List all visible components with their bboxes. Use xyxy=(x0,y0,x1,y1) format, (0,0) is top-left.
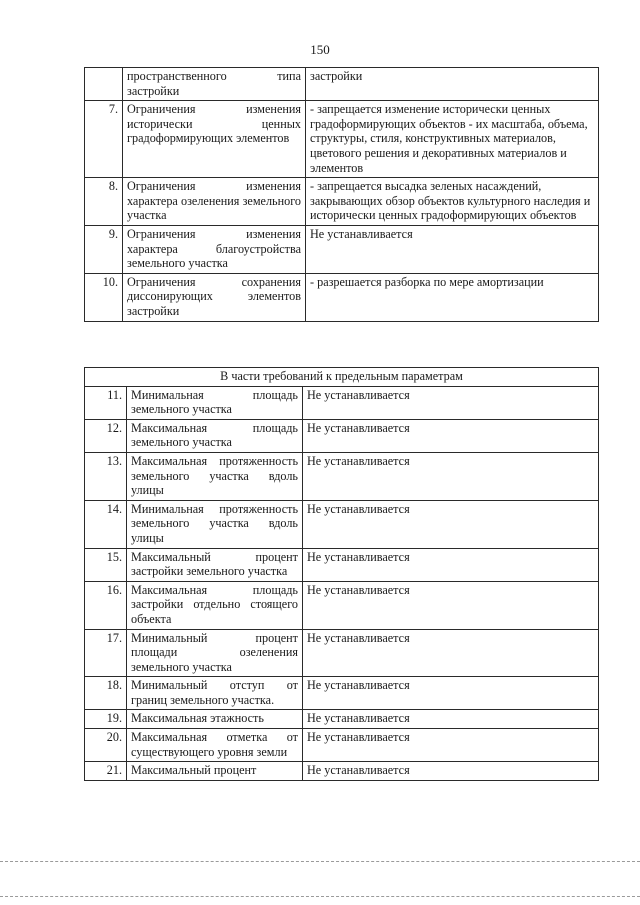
row-number: 19. xyxy=(85,710,127,729)
parameter-value: застройки xyxy=(306,68,599,101)
parameter-name: Максимальная отметка от существующего уровня земли xyxy=(127,729,303,762)
parameter-name: Максимальная протяженность земельного участка вдоль улицы xyxy=(127,452,303,500)
row-number: 12. xyxy=(85,419,127,452)
parameter-name: Максимальный процент застройки земельного участка xyxy=(127,548,303,581)
row-number: 13. xyxy=(85,452,127,500)
row-number: 21. xyxy=(85,762,127,781)
parameter-value: Не устанавливается xyxy=(303,386,599,419)
table-row xyxy=(85,386,599,419)
table-header-row xyxy=(85,368,599,387)
parameter-name: Ограничения сохранения диссонирующих элементов застройки xyxy=(123,273,306,321)
section-header: В части требований к предельным параметрам xyxy=(85,368,599,387)
table-row xyxy=(85,762,599,781)
parameter-value: Не устанавливается xyxy=(303,500,599,548)
row-number: 8. xyxy=(85,178,123,226)
table-row xyxy=(85,677,599,710)
row-number: 17. xyxy=(85,629,127,677)
row-number: 11. xyxy=(85,386,127,419)
parameter-value: - запрещается высадка зеленых насаждений, закрывающих обзор объектов культурного наследия и исторически ценных градоформирующих объектов xyxy=(306,178,599,226)
row-number: 18. xyxy=(85,677,127,710)
parameter-name: Минимальный отступ от границ земельного участка. xyxy=(127,677,303,710)
parameter-value: Не устанавливается xyxy=(303,729,599,762)
table-row xyxy=(85,581,599,629)
parameter-name: Ограничения изменения характера благоустройства земельного участка xyxy=(123,225,306,273)
limit-parameters-table xyxy=(84,367,599,781)
table-row xyxy=(85,419,599,452)
table-row xyxy=(85,710,599,729)
table-row xyxy=(85,548,599,581)
row-number: 20. xyxy=(85,729,127,762)
parameter-name: Максимальная этажность xyxy=(127,710,303,729)
parameter-name: Минимальная площадь земельного участка xyxy=(127,386,303,419)
row-number: 14. xyxy=(85,500,127,548)
parameter-value: - запрещается изменение исторически ценных градоформирующих объектов - их масштаба, объема, структуры, стиля, конструктивных материалов, цветового решения и декоративных материалов и элементов xyxy=(306,101,599,178)
parameter-value: Не устанавливается xyxy=(303,629,599,677)
parameter-value: Не устанавливается xyxy=(306,225,599,273)
parameter-value: Не устанавливается xyxy=(303,581,599,629)
page-number: 150 xyxy=(310,42,330,57)
parameter-value: Не устанавливается xyxy=(303,677,599,710)
table-row xyxy=(85,500,599,548)
parameter-name: Ограничения изменения исторически ценных градоформирующих элементов xyxy=(123,101,306,178)
table-row xyxy=(85,729,599,762)
limit-parameters-table-body xyxy=(85,368,599,781)
parameter-value: Не устанавливается xyxy=(303,452,599,500)
table-row xyxy=(85,225,599,273)
parameter-name: Максимальная площадь земельного участка xyxy=(127,419,303,452)
table-row xyxy=(85,101,599,178)
parameter-value: Не устанавливается xyxy=(303,419,599,452)
parameter-name: Минимальная протяженность земельного участка вдоль улицы xyxy=(127,500,303,548)
scan-artifact-line xyxy=(0,861,640,862)
parameter-name: Минимальный процент площади озеленения земельного участка xyxy=(127,629,303,677)
row-number: 15. xyxy=(85,548,127,581)
row-number xyxy=(85,68,123,101)
parameter-name: Максимальная площадь застройки отдельно стоящего объекта xyxy=(127,581,303,629)
parameter-value: Не устанавливается xyxy=(303,762,599,781)
restrictions-table xyxy=(84,67,599,322)
scan-artifact-line xyxy=(0,896,640,897)
restrictions-table-body xyxy=(85,68,599,322)
parameter-name: пространственного типа застройки xyxy=(123,68,306,101)
parameter-name: Ограничения изменения характера озеленения земельного участка xyxy=(123,178,306,226)
row-number: 16. xyxy=(85,581,127,629)
table-row xyxy=(85,273,599,321)
table-row xyxy=(85,68,599,101)
table-row xyxy=(85,629,599,677)
parameter-value: Не устанавливается xyxy=(303,548,599,581)
table-row xyxy=(85,178,599,226)
parameter-value: Не устанавливается xyxy=(303,710,599,729)
row-number: 9. xyxy=(85,225,123,273)
parameter-value: - разрешается разборка по мере амортизации xyxy=(306,273,599,321)
row-number: 10. xyxy=(85,273,123,321)
row-number: 7. xyxy=(85,101,123,178)
table-row xyxy=(85,452,599,500)
parameter-name: Максимальный процент xyxy=(127,762,303,781)
